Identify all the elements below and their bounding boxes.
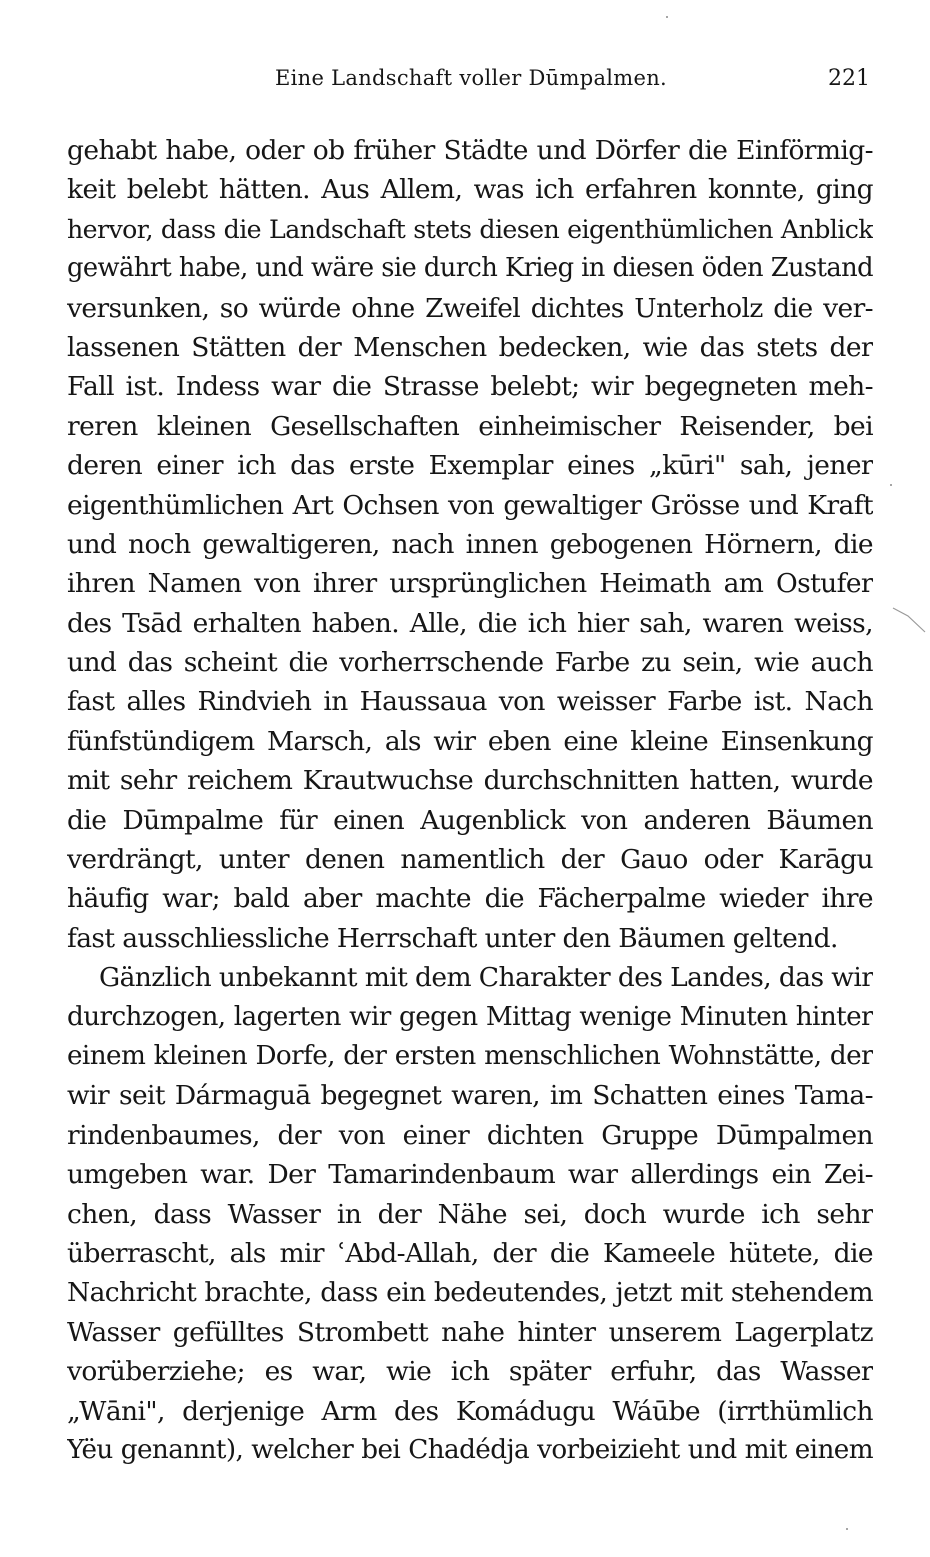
text-line: gehabt habe, oder ob früher Städte und Dörfer die Einförmig- xyxy=(67,135,873,166)
text-line: verdrängt, unter denen namentlich der Gauo oder Karāgu xyxy=(67,844,873,876)
running-title: Eine Landschaft voller Dūmpalmen. xyxy=(274,66,668,90)
text-line: lassenen Stätten der Menschen bedecken, wie das stets der xyxy=(67,331,873,363)
text-line: durchzogen, lagerten wir gegen Mittag wenige Minuten hinter xyxy=(67,1001,873,1032)
text-line: reren kleinen Gesellschaften einheimischer Reisender, bei xyxy=(67,410,873,442)
scan-speck xyxy=(846,1528,848,1530)
text-line: rindenbaumes, der von einer dichten Gruppe Dūmpalmen xyxy=(67,1119,873,1151)
page-number: 221 xyxy=(828,66,870,91)
text-line: keit belebt hätten. Aus Allem, was ich erfahren konnte, ging xyxy=(67,174,873,206)
text-line: Gänzlich unbekannt mit dem Charakter des Landes, das wir xyxy=(99,962,873,994)
text-line: vorüberziehe; es war, wie ich später erfuhr, das Wasser xyxy=(67,1356,873,1388)
text-line: Nachricht brachte, dass ein bedeutendes, jetzt mit stehendem xyxy=(67,1277,873,1309)
text-line: fast ausschliessliche Herrschaft unter den Bäumen geltend. xyxy=(67,922,838,954)
text-line: einem kleinen Dorfe, der ersten menschlichen Wohnstätte, der xyxy=(67,1040,873,1071)
text-line: Yëu genannt), welcher bei Chadédja vorbeizieht und mit einem xyxy=(67,1434,873,1465)
text-line: Wasser gefülltes Strombett nahe hinter unserem Lagerplatz xyxy=(67,1316,873,1348)
text-line: fast alles Rindvieh in Haussaua von weisser Farbe ist. Nach xyxy=(67,686,873,718)
text-line: überrascht, als mir ʿAbd-Allah, der die Kameele hütete, die xyxy=(67,1237,873,1269)
text-line: und das scheint die vorherrschende Farbe zu sein, wie auch xyxy=(67,647,873,679)
text-line: wir seit Dármaguā begegnet waren, im Schatten eines Tama- xyxy=(67,1080,873,1112)
scan-speck xyxy=(666,16,668,18)
text-line: versunken, so würde ohne Zweifel dichtes Unterholz die ver- xyxy=(67,292,873,324)
text-line: ihren Namen von ihrer ursprünglichen Heimath am Ostufer xyxy=(67,568,873,600)
text-line: umgeben war. Der Tamarindenbaum war allerdings ein Zei- xyxy=(67,1159,873,1191)
text-line: eigenthümlichen Art Ochsen von gewaltiger Grösse und Kraft xyxy=(67,489,873,521)
paragraph-2 xyxy=(67,958,873,1470)
text-line: mit sehr reichem Krautwuchse durchschnitten hatten, wurde xyxy=(67,765,873,797)
text-line: die Dūmpalme für einen Augenblick von anderen Bäumen xyxy=(67,804,873,836)
text-line: gewährt habe, und wäre sie durch Krieg in diesen öden Zustand xyxy=(67,253,873,284)
scan-speck xyxy=(890,484,892,486)
paragraph-1 xyxy=(67,131,873,958)
text-line: des Tsād erhalten haben. Alle, die ich hier sah, waren weiss, xyxy=(67,607,873,639)
text-line: „Wāni", derjenige Arm des Komádugu Wáūbe (irrthümlich xyxy=(67,1395,873,1427)
body-text xyxy=(67,131,873,1470)
text-line: Fall ist. Indess war die Strasse belebt; wir begegneten meh- xyxy=(67,371,873,403)
text-line: und noch gewaltigeren, nach innen gebogenen Hörnern, die xyxy=(67,528,873,560)
text-line: deren einer ich das erste Exemplar eines „kūri" sah, jener xyxy=(67,450,873,482)
page-header xyxy=(66,66,876,102)
text-line: fünfstündigem Marsch, als wir eben eine kleine Einsenkung xyxy=(67,725,873,757)
text-line: häufig war; bald aber machte die Fächerpalme wieder ihre xyxy=(67,883,873,915)
text-line: chen, dass Wasser in der Nähe sei, doch wurde ich sehr xyxy=(67,1198,873,1230)
margin-pencil-mark xyxy=(892,606,928,634)
text-line: hervor, dass die Landschaft stets diesen eigenthümlichen Anblick xyxy=(67,214,873,244)
